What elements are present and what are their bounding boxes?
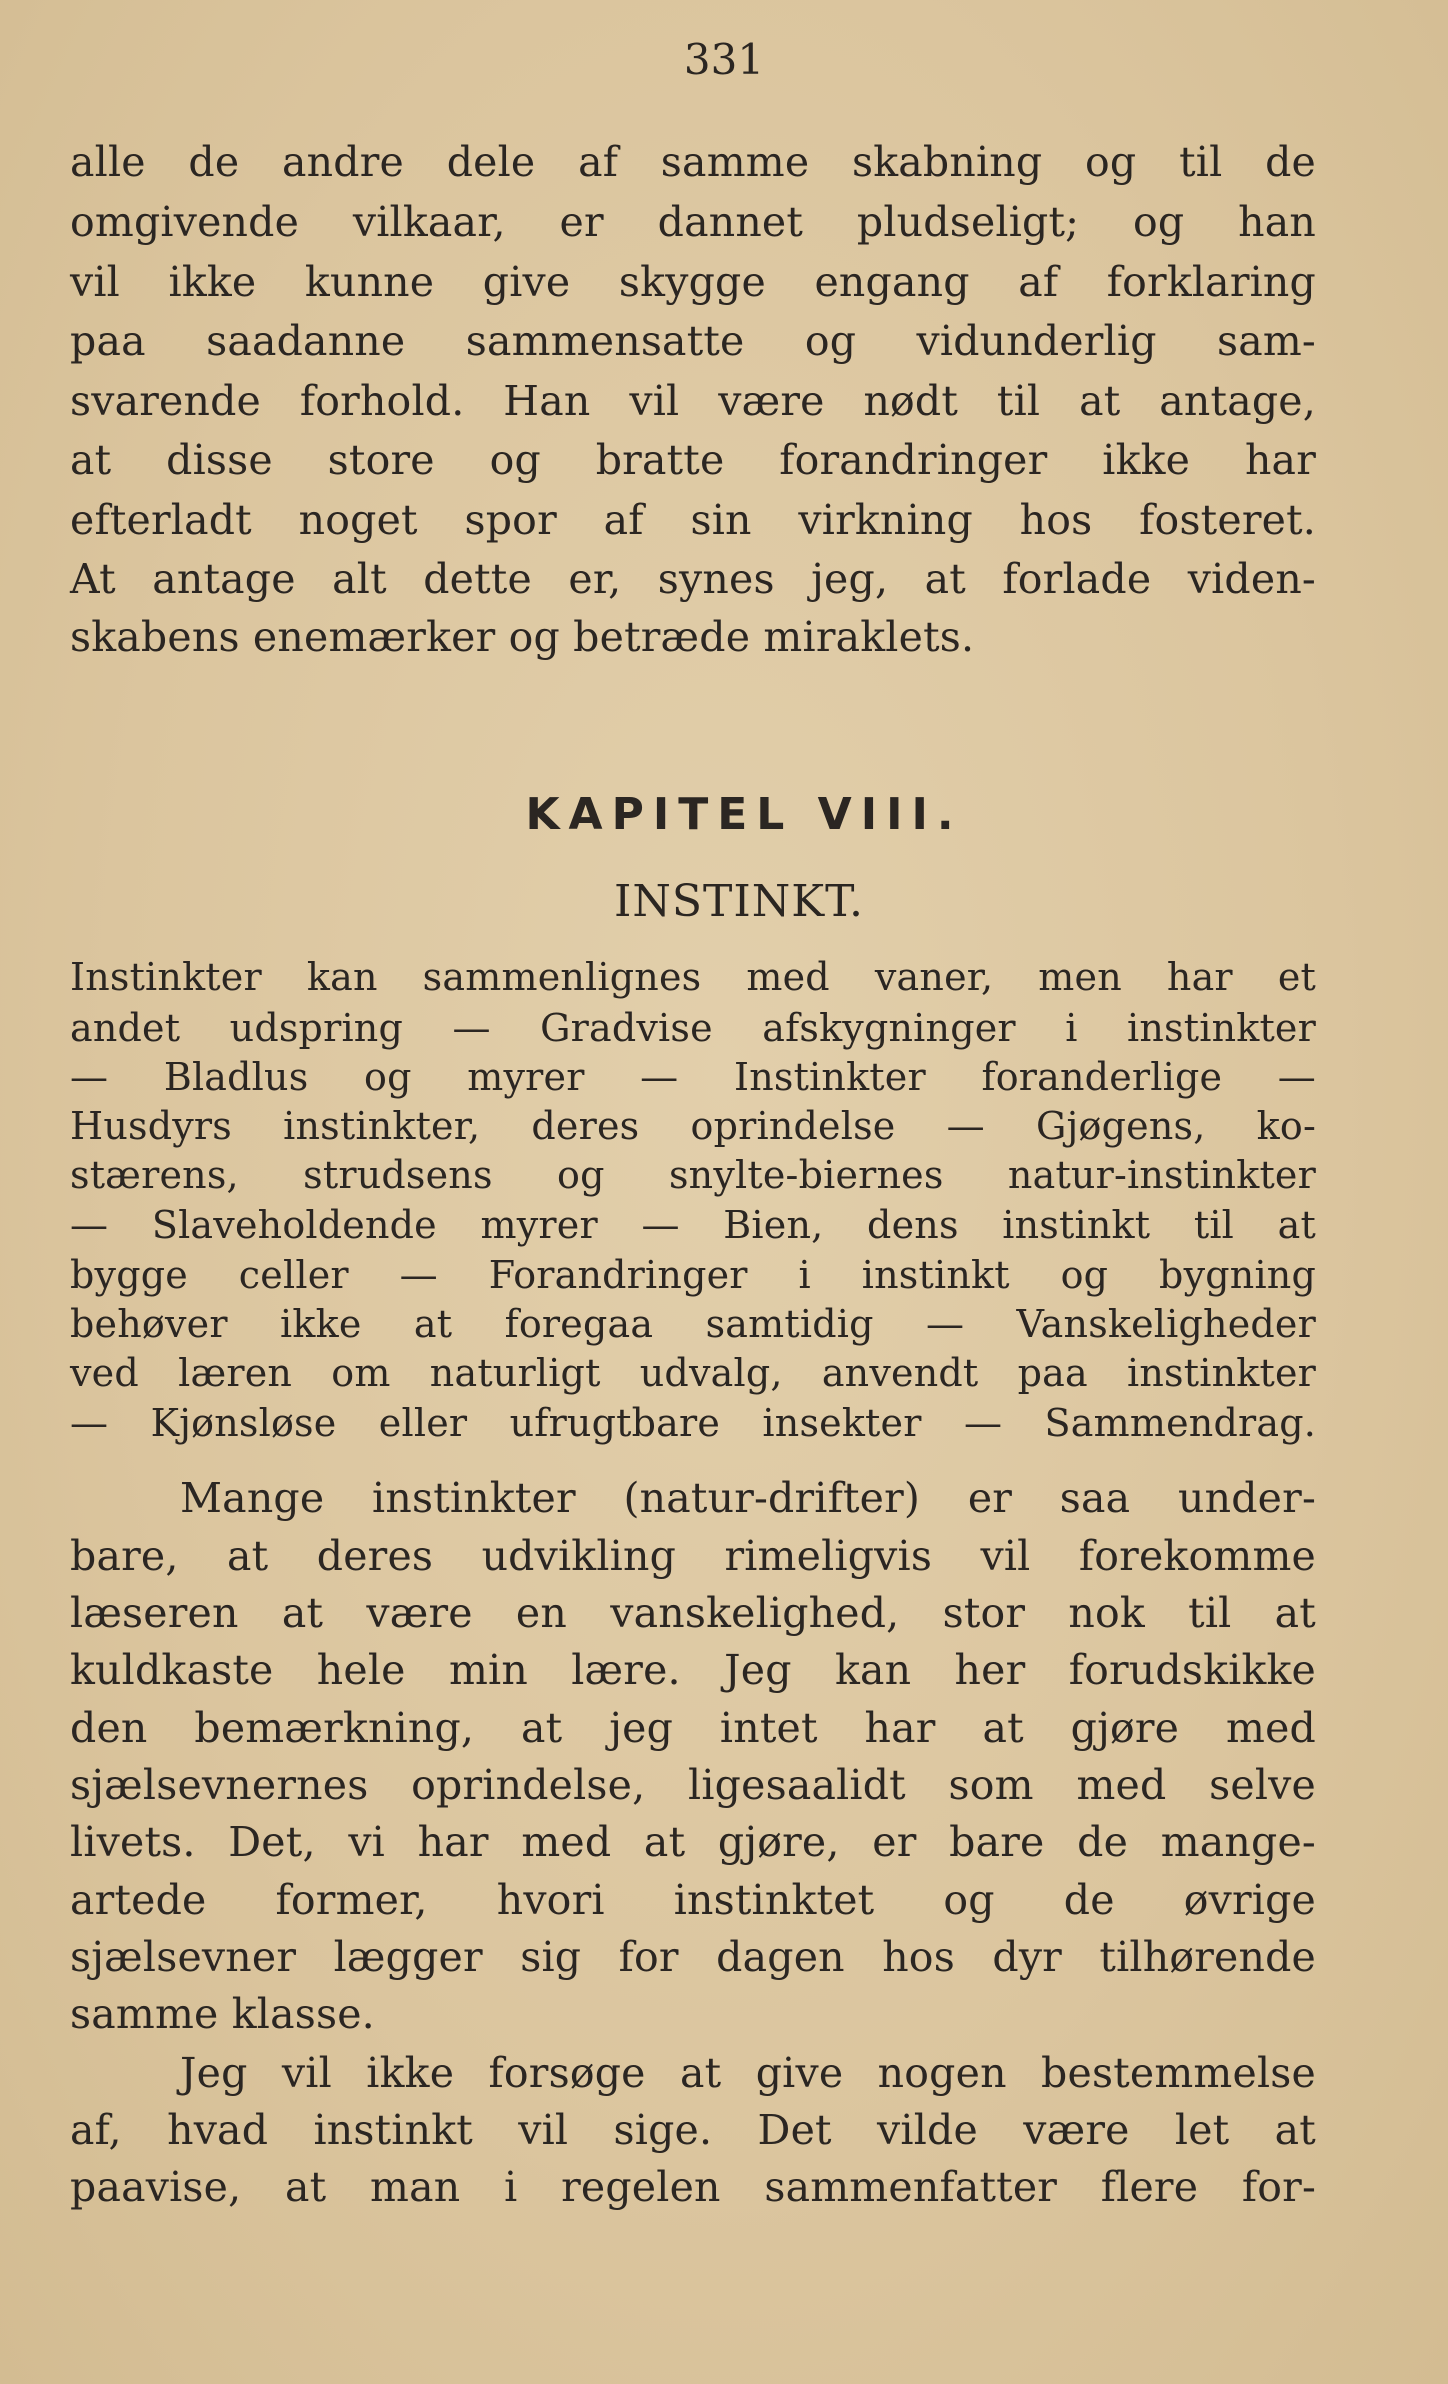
text-line: alle de andre dele af samme skabning og til de — [70, 138, 1316, 186]
summary-line: Husdyrs instinkter, deres oprindelse — Gjøgens, ko- — [70, 1104, 1316, 1148]
text-line: omgivende vilkaar, er dannet pludseligt; og han — [70, 198, 1316, 246]
text-line: vil ikke kunne give skygge engang af forklaring — [70, 258, 1316, 306]
text-line: artede former, hvori instinktet og de øvrige — [70, 1876, 1316, 1924]
summary-line: andet udspring — Gradvise afskygninger i instinkter — [70, 1006, 1316, 1050]
text-line: bare, at deres udvikling rimeligvis vil forekomme — [70, 1532, 1316, 1580]
summary-line: — Slaveholdende myrer — Bien, dens instinkt til at — [70, 1203, 1316, 1247]
summary-line: ved læren om naturligt udvalg, anvendt paa instinkter — [70, 1351, 1316, 1395]
page-number: 331 — [683, 35, 765, 84]
text-line: den bemærkning, at jeg intet har at gjøre med — [70, 1704, 1316, 1752]
text-line: kuldkaste hele min lære. Jeg kan her forudskikke — [70, 1646, 1316, 1694]
summary-line: Instinkter kan sammenlignes med vaner, men har et — [70, 955, 1316, 999]
text-line: sjælsevnernes oprindelse, ligesaalidt som med selve — [70, 1761, 1316, 1809]
text-line: Jeg vil ikke forsøge at give nogen bestemmelse — [180, 2049, 1316, 2097]
text-line: sjælsevner lægger sig for dagen hos dyr tilhørende — [70, 1933, 1316, 1981]
text-line: At antage alt dette er, synes jeg, at forlade viden- — [70, 555, 1316, 603]
text-line: efterladt noget spor af sin virkning hos fosteret. — [70, 496, 1316, 544]
summary-line: bygge celler — Forandringer i instinkt og bygning — [70, 1253, 1316, 1297]
summary-line: — Kjønsløse eller ufrugtbare insekter — Sammendrag. — [70, 1401, 1316, 1445]
summary-line: stærens, strudsens og snylte-biernes natur-instinkter — [70, 1153, 1316, 1197]
text-line: af, hvad instinkt vil sige. Det vilde være let at — [70, 2106, 1316, 2154]
text-line: samme klasse. — [70, 1990, 375, 2038]
chapter-number: KAPITEL VIII. — [525, 789, 963, 840]
text-line: livets. Det, vi har med at gjøre, er bare de mange- — [70, 1818, 1316, 1866]
summary-line: — Bladlus og myrer — Instinkter foranderlige — — [70, 1055, 1316, 1099]
chapter-title: INSTINKT. — [614, 876, 864, 927]
text-line: Mange instinkter (natur-drifter) er saa under- — [180, 1474, 1316, 1522]
text-line: paa saadanne sammensatte og vidunderlig sam- — [70, 317, 1316, 365]
text-line: skabens enemærker og betræde miraklets. — [70, 613, 975, 661]
summary-line: behøver ikke at foregaa samtidig — Vanskeligheder — [70, 1302, 1316, 1346]
text-line: paavise, at man i regelen sammenfatter flere for- — [70, 2163, 1316, 2211]
text-line: læseren at være en vanskelighed, stor nok til at — [70, 1589, 1316, 1637]
text-line: at disse store og bratte forandringer ikke har — [70, 436, 1316, 484]
text-line: svarende forhold. Han vil være nødt til at antage, — [70, 377, 1316, 425]
